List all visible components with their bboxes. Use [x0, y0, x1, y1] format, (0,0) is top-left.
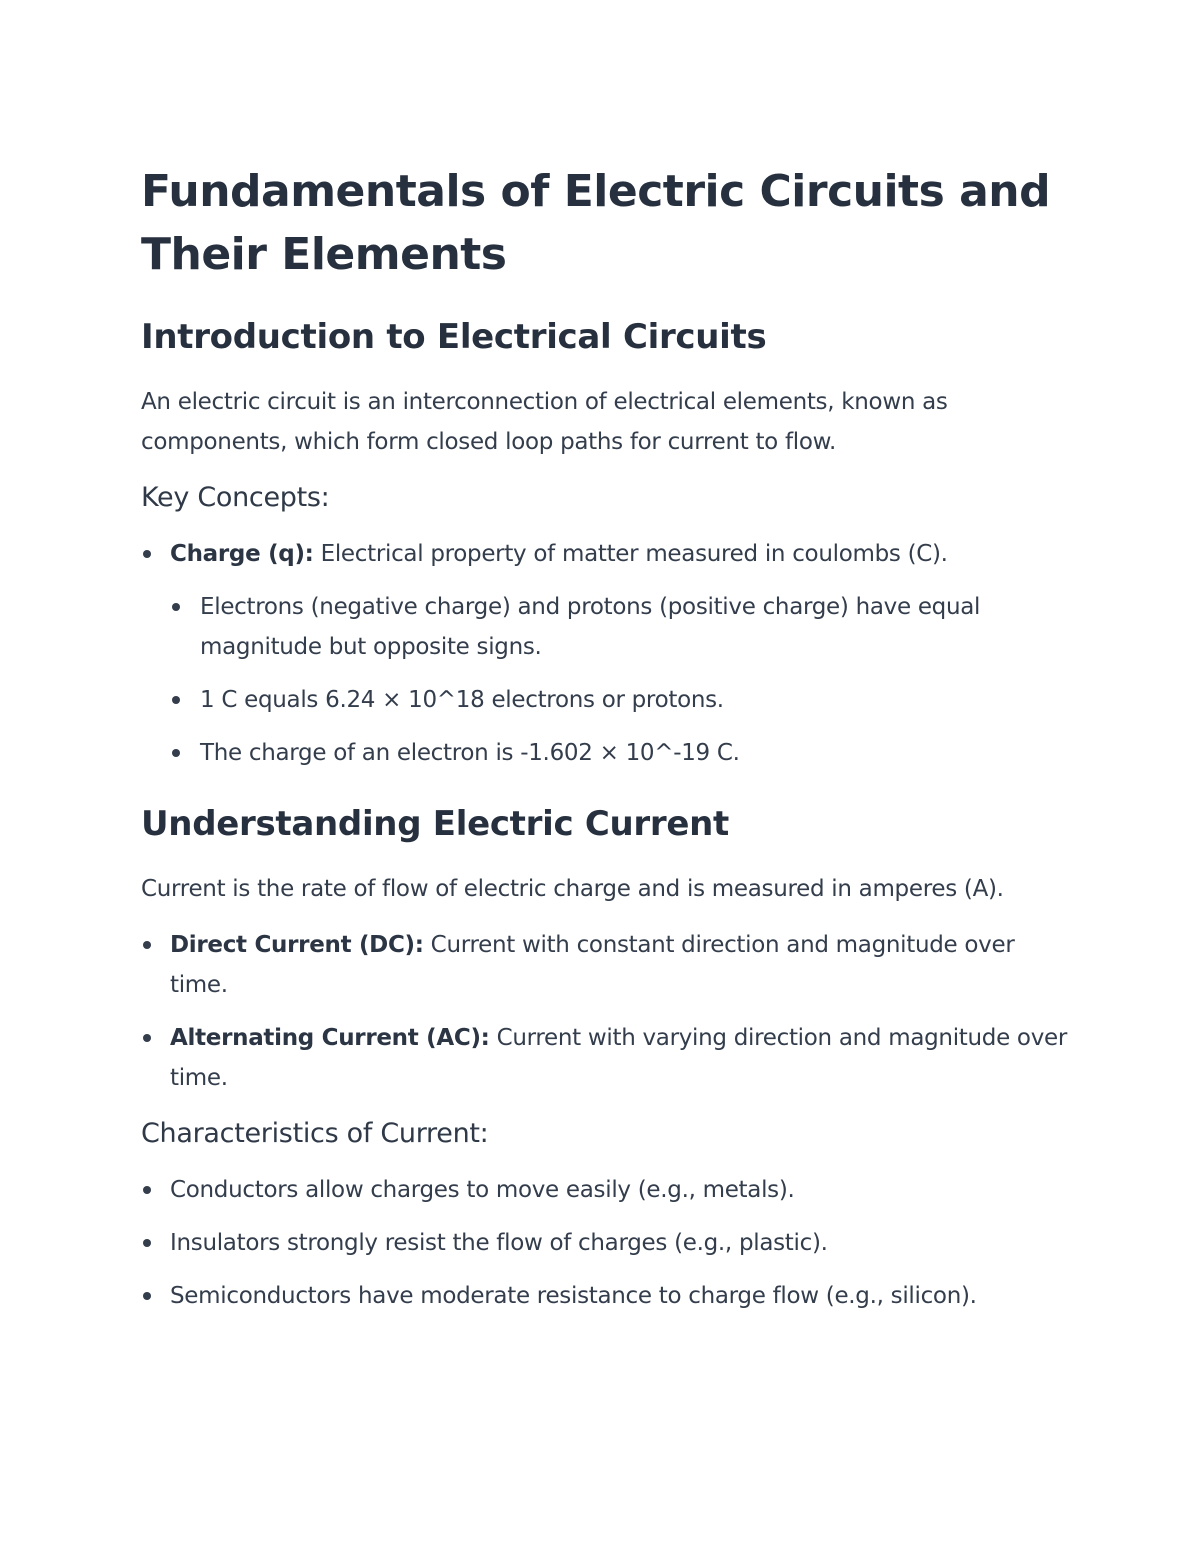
bullet-icon [143, 1186, 151, 1194]
bullet-icon [172, 696, 180, 704]
bullet-icon [143, 1239, 151, 1247]
bullet-icon [143, 1034, 151, 1042]
list-item-charge [141, 534, 1071, 773]
list-item-text: Insulators strongly resist the flow of charges (e.g., plastic). [170, 1230, 828, 1256]
sublist-item [170, 587, 1071, 667]
ac-description: Current with varying direction and magnitude over time. [170, 1025, 1068, 1091]
current-types-list [141, 925, 1071, 1098]
sublist-item [170, 733, 1071, 773]
list-item [141, 1223, 1071, 1263]
section-heading-current: Understanding Electric Current [141, 804, 729, 844]
key-concepts-list [141, 534, 1071, 773]
dc-description: Current with constant direction and magnitude over time. [170, 932, 1015, 998]
bullet-icon [143, 1292, 151, 1300]
charge-sublist [170, 587, 1071, 773]
subheading-characteristics: Characteristics of Current: [141, 1118, 489, 1149]
subheading-key-concepts: Key Concepts: [141, 482, 330, 513]
sublist-item-text: The charge of an electron is -1.602 × 10^-19 C. [200, 740, 740, 766]
sublist-item-text: Electrons (negative charge) and protons (positive charge) have equal magnitude but opposite signs. [200, 594, 981, 660]
bullet-icon [172, 749, 180, 757]
intro-paragraph: An electric circuit is an interconnection of electrical elements, known as components, which form closed loop paths for current to flow. [141, 389, 948, 455]
section-heading-intro: Introduction to Electrical Circuits [141, 317, 767, 357]
list-item-text: Conductors allow charges to move easily (e.g., metals). [170, 1177, 795, 1203]
list-item-ac [141, 1018, 1071, 1098]
document-page [141, 160, 1071, 1316]
characteristics-list [141, 1170, 1071, 1316]
term-ac: Alternating Current (AC): [170, 1025, 490, 1051]
sublist-item-text: 1 C equals 6.24 × 10^18 electrons or protons. [200, 687, 724, 713]
term-dc: Direct Current (DC): [170, 932, 424, 958]
bullet-icon [172, 603, 180, 611]
term-charge: Charge (q): [170, 541, 314, 567]
list-item [141, 1170, 1071, 1210]
list-item [141, 1276, 1071, 1316]
list-item-text: Semiconductors have moderate resistance to charge flow (e.g., silicon). [170, 1283, 977, 1309]
current-paragraph: Current is the rate of flow of electric charge and is measured in amperes (A). [141, 876, 1004, 902]
document-title: Fundamentals of Electric Circuits and Their Elements [141, 166, 1051, 280]
sublist-item [170, 680, 1071, 720]
bullet-icon [143, 941, 151, 949]
charge-description: Electrical property of matter measured in coulombs (C). [313, 541, 948, 567]
bullet-icon [143, 550, 151, 558]
list-item-dc [141, 925, 1071, 1005]
